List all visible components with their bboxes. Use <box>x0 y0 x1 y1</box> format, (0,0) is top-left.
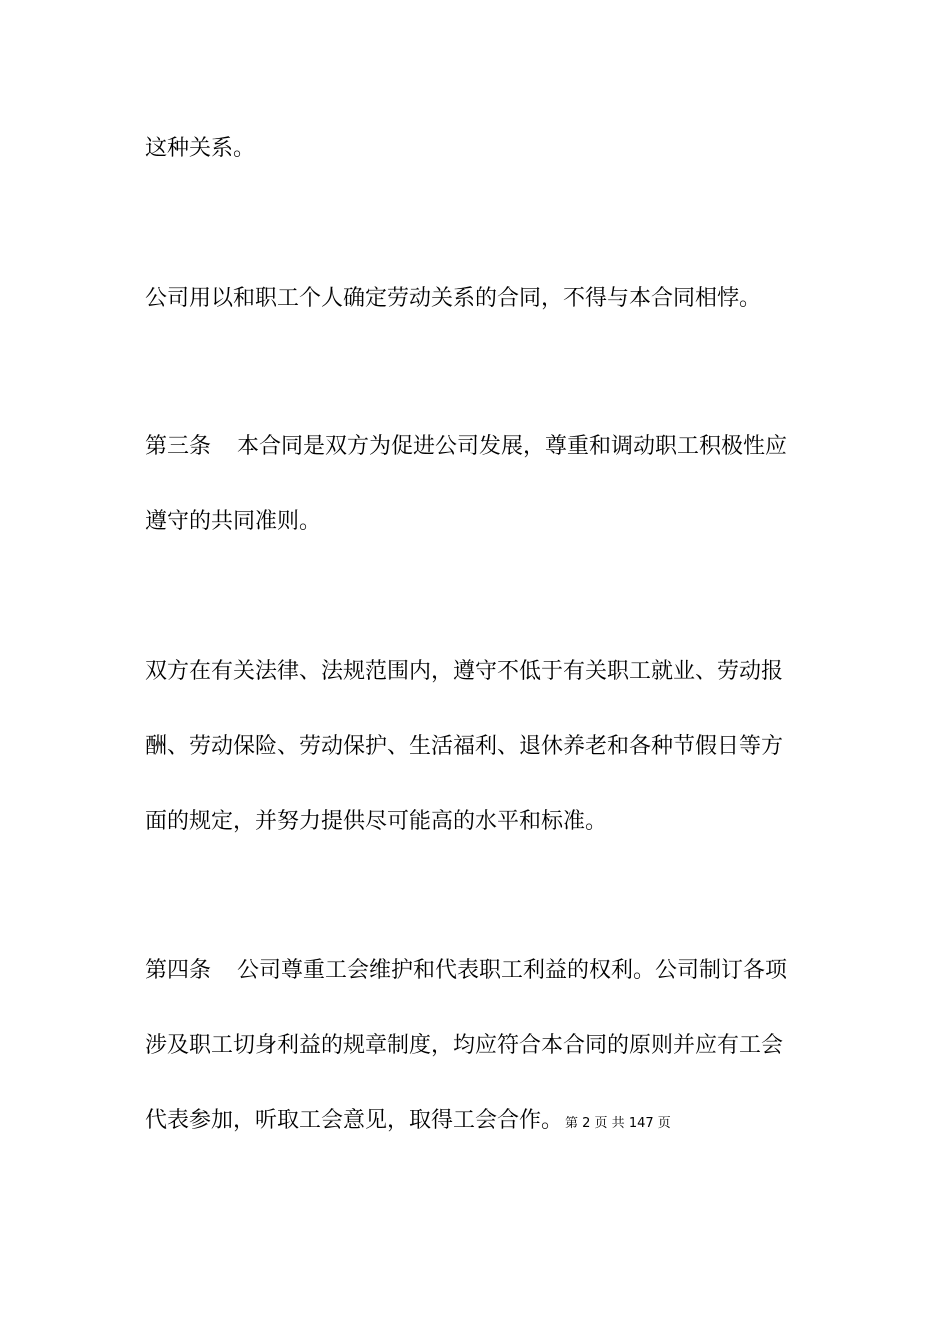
article-label: 第三条 <box>145 434 212 459</box>
paragraph-line <box>145 432 787 462</box>
paragraph-line <box>145 807 607 837</box>
paragraph-line <box>145 284 761 314</box>
paragraph-line <box>145 956 787 986</box>
line-text: 这种关系。 <box>145 136 256 161</box>
line-text: 代表参加，听取工会意见，取得工会合作。 <box>145 1108 564 1133</box>
paragraph-line <box>145 657 783 687</box>
line-text: 遵守的共同准则。 <box>145 509 322 534</box>
line-text: 面的规定，并努力提供尽可能高的水平和标准。 <box>145 809 608 834</box>
paragraph-line <box>145 732 783 762</box>
paragraph-line <box>145 1106 671 1139</box>
line-text: 涉及职工切身利益的规章制度，均应符合本合同的原则并应有工会 <box>145 1033 784 1058</box>
line-text: 酬、劳动保险、劳动保护、生活福利、退休养老和各种节假日等方 <box>145 734 784 759</box>
paragraph-line <box>145 507 321 537</box>
paragraph-line <box>145 1031 783 1061</box>
paragraph-line <box>145 134 255 164</box>
line-text: 双方在有关法律、法规范围内，遵守不低于有关职工就业、劳动报 <box>145 659 784 684</box>
line-text: 公司用以和职工个人确定劳动关系的合同，不得与本合同相悖。 <box>145 286 762 311</box>
line-text: 公司尊重工会维护和代表职工利益的权利。公司制订各项 <box>237 958 788 983</box>
page-number: 第 2 页 共 147 页 <box>565 1116 671 1131</box>
article-label: 第四条 <box>145 958 212 983</box>
line-text: 本合同是双方为促进公司发展，尊重和调动职工积极性应 <box>237 434 788 459</box>
